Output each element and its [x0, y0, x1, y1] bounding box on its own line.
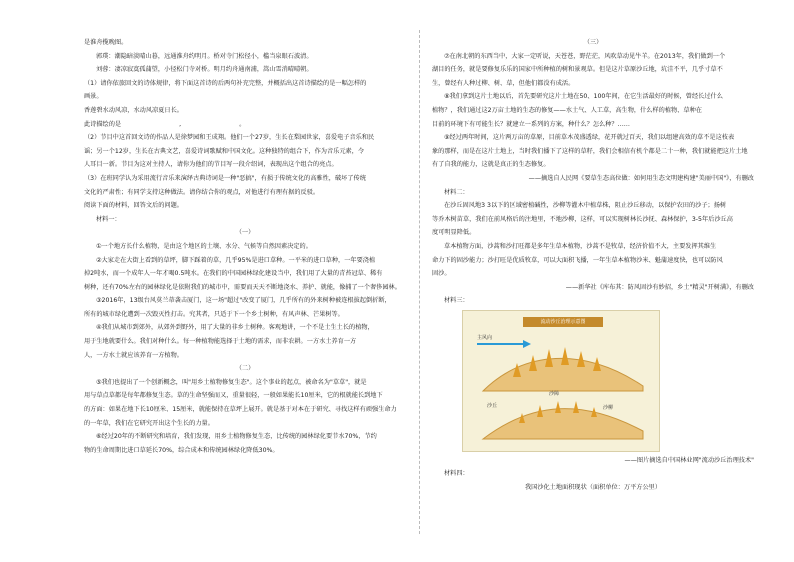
section-heading: （二） — [235, 365, 255, 373]
material-label: 材料三： — [444, 297, 469, 305]
material-label: 材料四： — [444, 470, 469, 478]
question-line: （2）节目中这首回文诗的作品人是徐梦园和王成翔。他们一个27岁，生长在梨园世家，喜爱电子音乐和民 — [84, 134, 375, 142]
answer-line: 此诗描绘的是 , 。 — [84, 120, 246, 128]
instruction-line: 阅读下面的材料，回答文后的问题。 — [84, 202, 183, 210]
table-caption: 我国沙化土地面积现状（面积单位：万平方公里） — [524, 484, 662, 492]
text-line: 郭璞：潮隐暗淡晴山暮，远通淮舟约明月。桥对寺门松径小，槛当泉眼石波清。 — [96, 52, 313, 60]
text-line: 人耳目一新。节目为这对主持人，请你为他们的节目写一段介绍词，表现出这个组合的亮点。 — [84, 161, 338, 169]
question-line: （1）请你依旅回文的诗体规律，将下面这首诗的后两句补充完整，并概括出这首诗描绘的是一幅怎样的 — [84, 79, 367, 87]
text-line: ⑥经过20年的不断研究和培育，我们发现，用乡土植物修复生态，比传统的园林绿化要节水70%，节约 — [96, 433, 377, 441]
text-line: 人，一方水土就应该养育一方植物。 — [84, 351, 183, 359]
text-line: 度可明显降低。 — [432, 229, 476, 237]
section-heading: （三） — [583, 39, 603, 46]
text-line: ③2016年，13级台风莫兰蒂袭击厦门，这一场"超过"改变了厦门，几乎所有的外来树种被连根拔起倒折断， — [96, 297, 391, 305]
source-citation: ——新华社《库布其：防风固沙有妙招，乡土"精灵"开树满》，有删改 — [565, 283, 754, 291]
text-line: 画景。 — [84, 93, 103, 101]
question-line: （3）在班同学认为采用流行音乐来演绎古典诗词是一种"恶搞"，有损于传统文化的高雅性，破坏了传统 — [84, 174, 366, 182]
wind-arrow-head — [523, 340, 531, 348]
text-line: 等乔木树苗草，我们在前风格后的注地里，不地沙柳，这样，可以实现树林长沙抚、森林保护，3-5年后沙丘高 — [432, 215, 733, 223]
text-line: 用于生地就要什么。我们对种什么。每一种植物能选择于土地的需求，而非农耕。一方水土养育一方 — [84, 338, 357, 346]
text-line: 用与草点草都是每年都修复生态。草的生命坚强而又，重量很轻，一般如果能长10厘米，它的根就能长到地下 — [84, 392, 383, 400]
text-line: 草本植物方面，沙蒿和沙打旺都是多年生草本植物，沙蒿不是牧草，经济价值不大，主要发挥其维生 — [444, 242, 717, 250]
dune-bottom — [483, 408, 643, 438]
text-line: 是淮舟揽晚图。 — [84, 39, 128, 46]
text-line: 在沙丘固风地3 3以下的区域密植碱性，沙柳等灌木中植草株，阻止沙丘移动，以保护农田的沙子；扬树 — [444, 202, 727, 210]
text-line: 湖目的任务，就是要修复乐乐的国家中所种植的树和景观草。但是这片草原沙丘地，坑洼不平，几乎寸草不 — [432, 66, 723, 74]
material-label: 材料二： — [444, 188, 469, 196]
figure-title: 流动沙丘治理示意图 — [523, 317, 603, 327]
text-line: 所有的城市绿化遭到一次毁灭性打击。究其者，只适于下一个乡土树种，有风声林、芒果树等。 — [84, 310, 344, 318]
text-line: 树种，还有70%左右的园林绿化是依附我们的城市中，需要而天天不断地浇水、养护、就能，像捕了一个奢侈园林。 — [84, 283, 401, 291]
text-line: 谣；另一个12岁，生长在古典文艺，喜爱诗词歌赋和中国文化。这种独特的组合下，作为音乐元素，令 — [84, 147, 365, 155]
shrub-label: 沙柳 — [603, 404, 614, 411]
text-line: 的方面：如果在地下长10厘米、15厘米，就能保持在草坪上展开。就是基于对本在于研究、寻找这样有顽强生命力 — [84, 406, 397, 414]
poem-line: 香莲碧水动风凉，水动风凉夏日长。 — [84, 106, 183, 114]
sand-dune-figure — [462, 310, 660, 452]
figure-caption: ——图片摘选自中国林业网"流动沙丘治理技术" — [624, 456, 754, 464]
text-line: ②大家走在大街上看到的草坪，脚下踩着的草，几乎95%是进口草种。一平米的进口草种，一年要浇植 — [96, 256, 376, 264]
material-label: 材料一： — [96, 215, 121, 223]
text-line: ④我们从城市到郊外，从郊外到野外，用了大量的非乡土树种。客观地讲，一个不是土生土长的植物， — [96, 324, 374, 332]
text-line: 刘蓉：凄凉寂寞孤蒲望，小径松门寺对桥。明月约舟通南浦，嵩山雪消晴晴朝。 — [96, 66, 313, 74]
text-line: 的一年草，我们在它研究开出这个生长的力量。 — [84, 419, 214, 427]
text-line: ⑨经过两年时间，这片两万亩的草原，目前草木茂盛透绿，花开就过百天，我们以组建高效的草不是这枝表 — [444, 134, 735, 142]
text-line: ⑦在南北朝的东西当中，大家一定听说，天苍苍，野茫茫，风吹草动见牛羊。在2013年，我们做到一个 — [444, 52, 726, 60]
barrier-label: 沙障 — [549, 390, 560, 397]
dune-label: 沙丘 — [487, 402, 498, 409]
text-line: ⑧我们拿到这片土地以后，首先要研究这片土地在50、100年间，在它生活最好的时候，曾经长过什么 — [444, 93, 723, 101]
source-citation: ——摘选自人民网《要草生态高位做：如何用生态文明建构建"美丽中国"》，有删改 — [528, 174, 754, 182]
dune-diagram — [463, 311, 659, 451]
text-line: 植物？，我们通过这2万亩土地的生态的修复——水土气、人工草，高生物，什么样的植物、草种在 — [432, 106, 702, 114]
section-heading: （一） — [235, 229, 255, 237]
text-line: 有了自我的能力，这就是真正的生态修复。 — [432, 161, 550, 169]
left-column — [84, 36, 406, 457]
text-line: 象的那样，而是在这片土地上，当时我们播下了这样的草籽，我们会相信有机个都是二十一种，我们就能把这片土地 — [432, 147, 748, 155]
right-column — [432, 36, 754, 495]
text-line: 生，曾经有人种过柳、树、草，但他们都没有成活。 — [432, 79, 575, 87]
text-line: ①一个地方长什么植物，是由这个地区的土壤、水分、气候等自然因素决定的。 — [96, 242, 312, 250]
wind-label: 主风向 — [477, 334, 493, 341]
text-line: 物的生命周期比进口草延长70%，综合成本和传统园林绿化降低30%。 — [84, 446, 279, 454]
text-line: 掉2吨水，而一个成年人一年才喝0.5吨水。在我们的中国园林绿化建设当中，我们用了大量的青苔冠草、稀有 — [84, 270, 383, 278]
text-line: 目前的环境下有可能生长？就建立一系列的方案，种什么？怎么种？…… — [432, 120, 630, 128]
text-line: 文化的严肃性；有同学支持这种做法。请你结合你的观点，对他进行有理有据的反驳。 — [84, 188, 320, 196]
text-line: 固沙。 — [432, 270, 451, 278]
column-divider — [419, 30, 420, 534]
text-line: 命力下的固沙能力；沙打旺是优质牧草，可以大面积飞播，一年生草本植物沙米、魁蒲速度快，也可以防风 — [432, 256, 723, 264]
text-line: ⑤我们也提出了一个创新概念，叫"用乡土植物修复生态"。这个事业的起点，被命名为"草草"，就是 — [96, 378, 367, 386]
